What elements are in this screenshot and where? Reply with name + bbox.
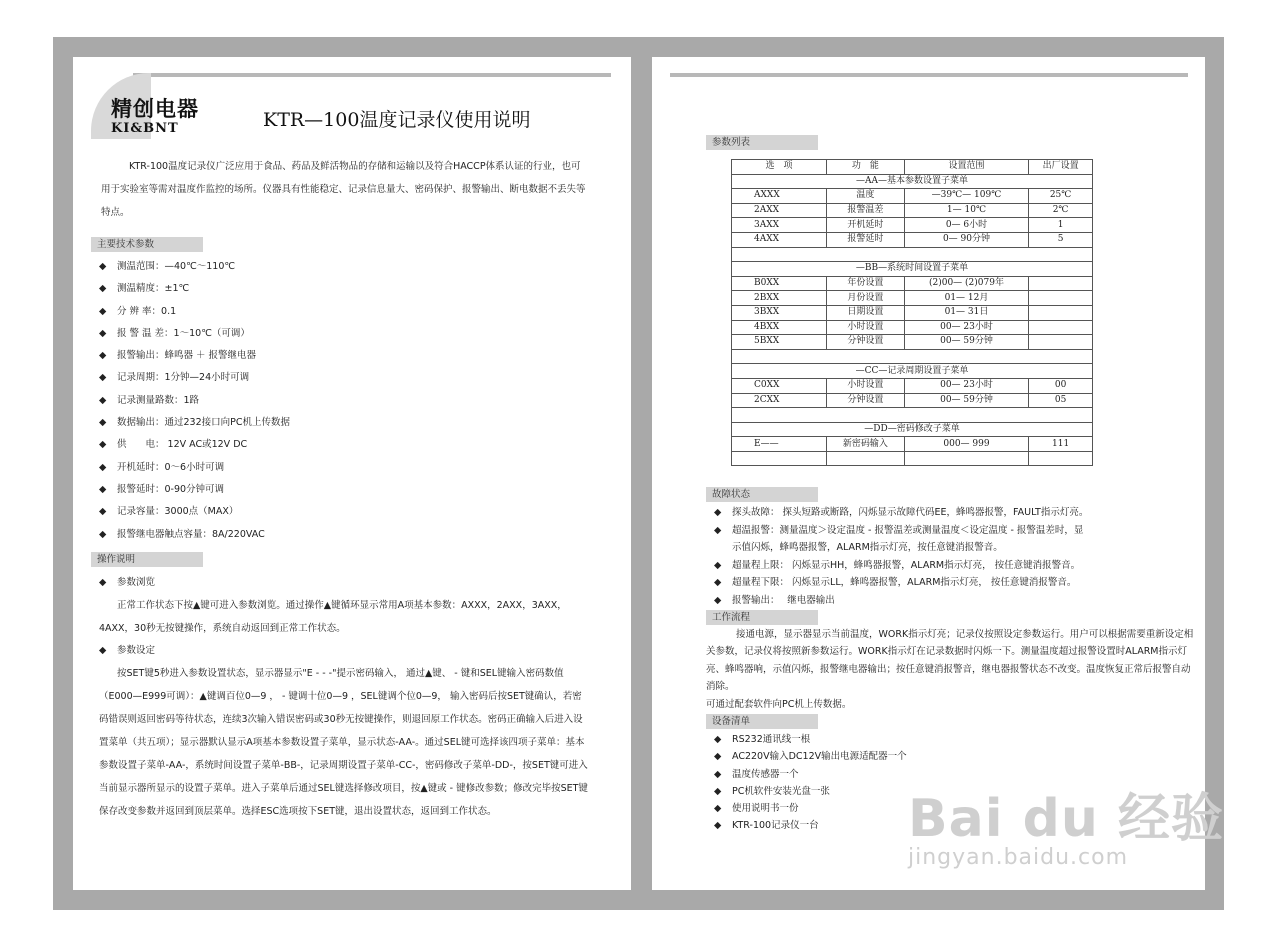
table-row: 2AXX 报警温差 1— 10℃ 2℃ [732,203,1093,218]
list-item: ◆ 数据输出：通过232接口向PC机上传数据 [99,417,290,429]
section-param-table-label: 参数列表 [706,135,818,150]
section-workflow-label: 工作流程 [706,610,818,625]
list-item: ◆ 记录容量：3000点（MAX） [99,506,239,518]
table-row: 2CXX 分钟设置 00— 59分钟 05 [732,393,1093,408]
table-section-row: —CC—记录周期设置子菜单 [732,364,1093,379]
table-row: AXXX 温度 —39℃— 109℃ 25℃ [732,189,1093,204]
manual-page-right [652,57,1205,890]
list-item: ◆ AC220V输入DC12V输出电源适配器一个 [714,751,907,763]
list-item: ◆ PC机软件安装光盘一张 [714,785,830,797]
table-row: 4BXX 小时设置 00— 23小时 [732,320,1093,335]
list-item: ◆ 报警继电器触点容量：8A/220VAC [99,528,265,540]
list-item-continuation: 示值闪烁，蜂鸣器报警，ALARM指示灯亮，按任意键消报警音。 [732,542,1003,553]
table-row: 4AXX 报警延时 0— 90分钟 5 [732,232,1093,247]
equipment-list [714,731,907,835]
intro-paragraph: KTR-100温度记录仪广泛应用于食品、药品及鲜活物品的存储和运输以及符合HACCP体系认证的行业，也可用于实验室等需对温度作监控的场所。仪器具有性能稳定、记录信息量大、密码保护、报警输出、断电数据不丢失等特点。 [101,161,586,218]
browse-paragraph: 正常工作状态下按▲键可进入参数浏览。通过操作▲键循环显示常用A项基本参数：AXXX，2AXX，3AXX，4AXX，30秒无按键操作，系统自动返回到正常工作状态。 [99,600,567,634]
section-fault-label: 故障状态 [706,487,818,502]
table-blank-row [732,451,1093,466]
fault-list [714,504,1088,609]
section-specs-label: 主要技术参数 [91,237,203,252]
table-section-row: —BB—系统时间设置子菜单 [732,262,1093,277]
list-item: ◆ 供 电： 12V AC或12V DC [99,439,248,451]
list-item: ◆ 探头故障： 探头短路或断路，闪烁显示故障代码EE，蜂鸣器报警，FAULT指示灯亮。 [714,507,1089,518]
baidu-jingyan-watermark [908,776,1224,870]
table-row: B0XX 年份设置 (2)00— (2)079年 [732,276,1093,291]
list-item: ◆ 报 警 温 差：1～10℃（可调） [99,327,250,339]
document-title: KTR—100温度记录仪使用说明 [263,109,531,131]
table-blank-row [732,247,1093,262]
list-item: ◆ 参数设定 [99,645,156,656]
workflow-paragraph: 接通电源，显示器显示当前温度，WORK指示灯亮；记录仪按照设定参数运行。用户可以根据需要重新设定相关参数，记录仪将按照新参数运行。WORK指示灯在记录数据时闪烁一下。测量温度超过报警设置时ALARM指示灯亮、蜂鸣器响，示值闪烁，报警继电器输出；按任意键消报警音，继电器报警状态不改变。温度恢复正常后报警自动消除。 [706,629,1194,692]
list-item: ◆ 使用说明书一份 [714,803,799,815]
manual-page-left [73,57,631,890]
section-operation-label: 操作说明 [91,552,203,567]
table-blank-row [732,408,1093,423]
list-item: ◆ 测温范围：—40℃～110℃ [99,261,236,272]
table-section-row: —DD—密码修改子菜单 [732,422,1093,437]
list-item: ◆ 开机延时：0～6小时可调 [99,461,225,473]
list-item: ◆ 记录测量路数：1路 [99,394,200,406]
table-row: E—— 新密码输入 000— 999 111 [732,437,1093,452]
list-item: ◆ 分 辨 率：0.1 [99,305,177,317]
list-item: ◆ 记录周期：1分钟—24小时可调 [99,372,250,384]
specs-list [99,256,290,546]
list-item: ◆ RS232通讯线一根 [714,734,811,745]
table-row: C0XX 小时设置 00— 23小时 00 [732,378,1093,393]
watermark-brand: Bai du 经验 [908,789,1224,849]
table-row: 5BXX 分钟设置 00— 59分钟 [732,335,1093,350]
list-item: ◆ 超量程下限： 闪烁显示LL，蜂鸣器报警，ALARM指示灯亮， 按任意键消报警音。 [714,577,1077,588]
table-section-row: —AA—基本参数设置子菜单 [732,174,1093,189]
setting-paragraph: 按SET键5秒进入参数设置状态，显示器显示"E - - -"提示密码输入， 通过▲键、 - 键和SEL键输入密码数值（E000—E999可调）：▲键调百位0—9 ， - 键调十位0—9 ，SEL键调个位0—9， 输入密码后按SET键确认，若密码错误则返回密码等待状态，连续3次输入错误密码或30秒无按键操作，则退回原工作状态。密码正确输入后进入设置菜单（共五项）；显示器默认显示A项基本参数设置子菜单，显示状态-AA-。通过SEL键可选择该四项子菜单：基本参数设置子菜单-AA-，系统时间设置子菜单-BB-，记录周期设置子菜单-CC-，密码修改子菜单-DD-，按SET键可进入当前显示器所显示的设置子菜单。进入子菜单后通过SEL键选择修改项目，按▲键或 - 键修改参数；修改完毕按SET键保存改变参数并返回到顶层菜单。选择ESC选项按下SET键，退出设置状态，返回到工作状态。 [99,668,588,817]
list-item: ◆ 参数浏览 [99,577,156,588]
list-item: ◆ 温度传感器一个 [714,768,799,780]
parameter-table [731,159,1093,466]
table-blank-row [732,349,1093,364]
workflow-upload-line: 可通过配套软件向PC机上传数据。 [706,699,852,710]
browse-heading [99,571,155,594]
header-rule [670,73,1188,77]
watermark-url: jingyan.baidu.com [908,845,1129,870]
header-rule [133,73,611,77]
company-logo [111,93,199,136]
table-row: 3BXX 日期设置 01— 31日 [732,305,1093,320]
table-row: 2BXX 月份设置 01— 12月 [732,291,1093,306]
list-item: ◆ 超量程上限： 闪烁显示HH，蜂鸣器报警，ALARM指示灯亮， 按任意键消报警音。 [714,559,1081,571]
table-header-row: 选 项 功 能 设置范围 出厂设置 [732,160,1093,175]
setting-heading [99,639,155,662]
list-item: ◆ 报警输出：蜂鸣器 ＋ 报警继电器 [99,350,257,362]
logo-english: KI&BNT [111,121,179,136]
list-item: ◆ 测温精度：±1℃ [99,283,190,295]
logo-chinese: 精创电器 [111,96,199,121]
list-item: ◆ KTR-100记录仪一台 [714,820,819,832]
list-item: ◆ 超温报警：测量温度＞设定温度 - 报警温差或测量温度＜设定温度 - 报警温差时，显 [714,524,1084,536]
table-row: 3AXX 开机延时 0— 6小时 1 [732,218,1093,233]
list-item: ◆ 报警输出： 继电器输出 [714,594,835,606]
section-equipment-label: 设备清单 [706,714,818,729]
list-item: ◆ 报警延时：0-90分钟可调 [99,483,225,495]
